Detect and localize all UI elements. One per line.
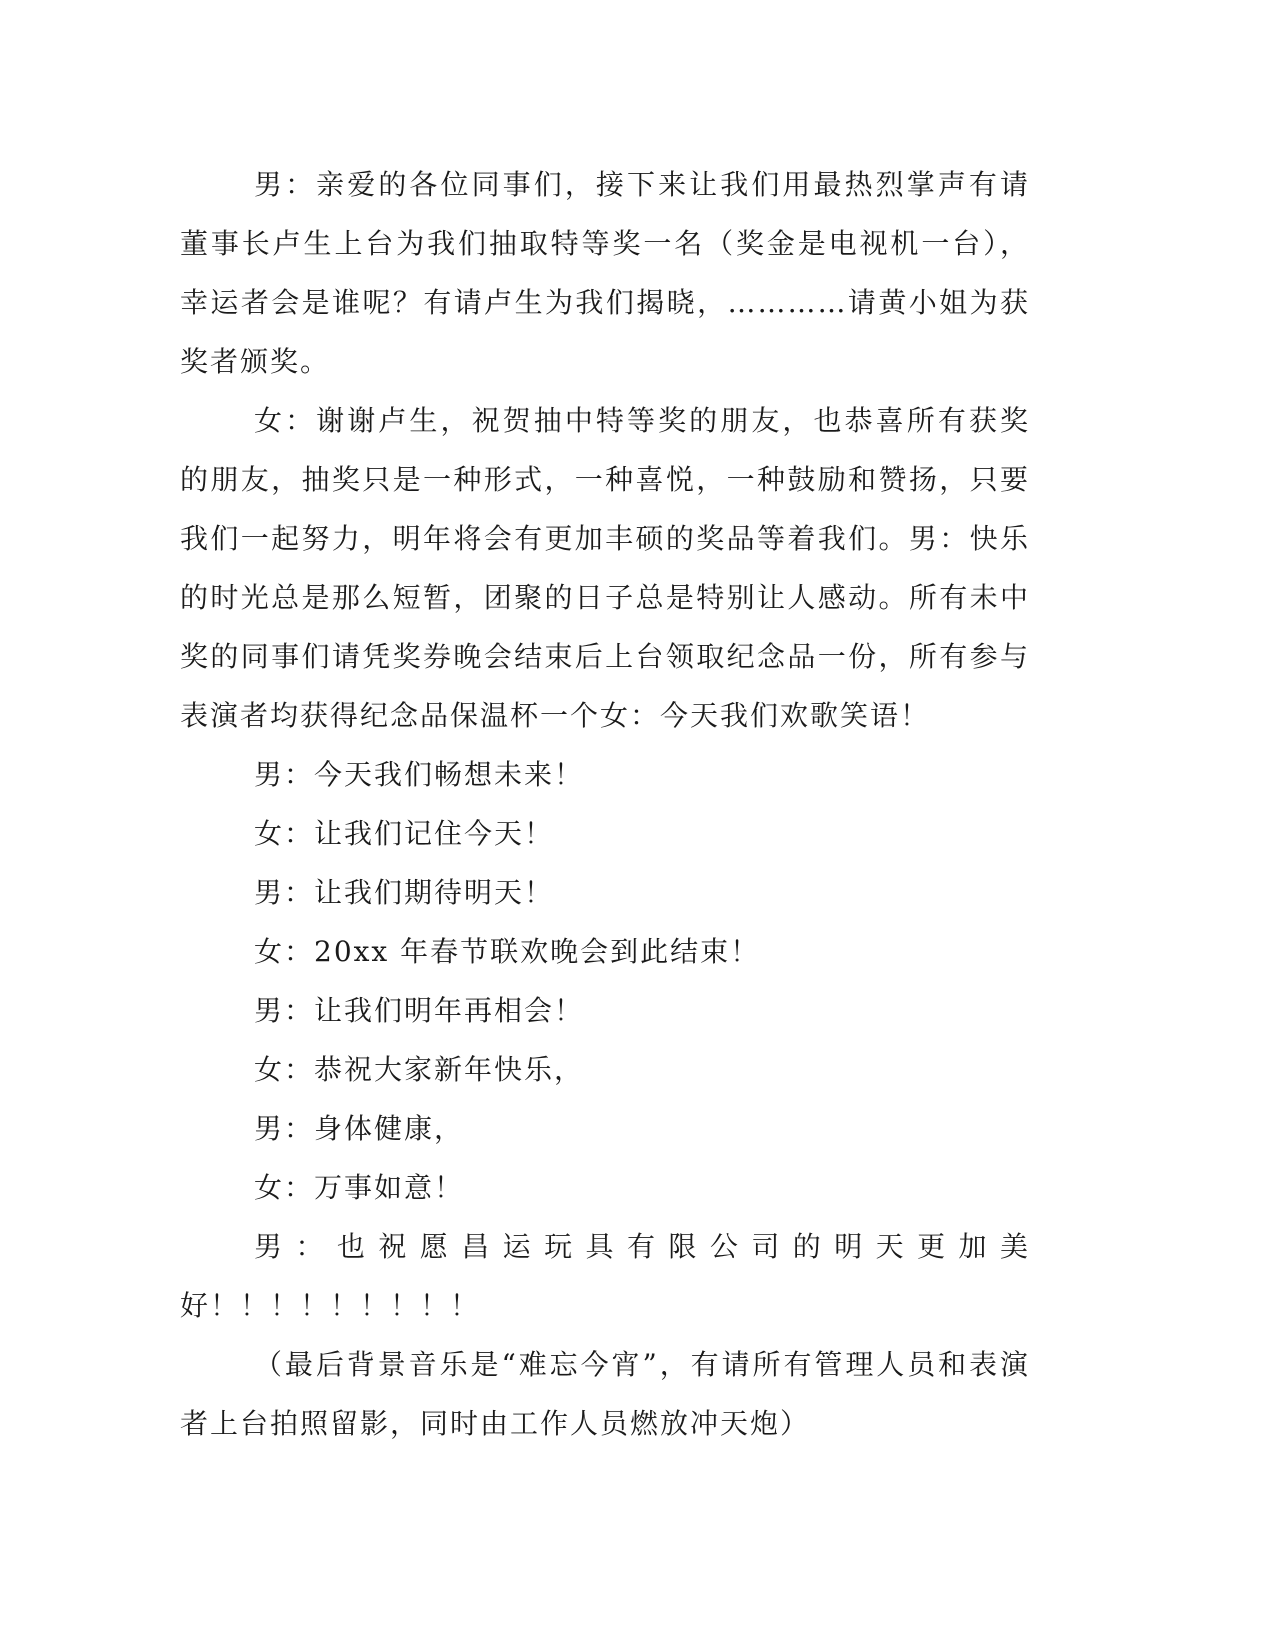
paragraph-dialogue-line: 女：万事如意！ — [254, 1171, 465, 1204]
paragraph-lottery-grand-prize: 男：亲爱的各位同事们，接下来让我们用最热烈掌声有请董事长卢生上台为我们抽取特等奖一名（奖金是电视机一台），幸运者会是谁呢？有请卢生为我们揭晓，…………请黄小姐为获奖者颁奖。 — [180, 168, 1030, 378]
paragraph-dialogue-line: 女：20xx 年春节联欢晚会到此结束！ — [254, 935, 761, 968]
paragraph-closing-wish: 男：也祝愿昌运玩具有限公司的明天更加美好！！！！！！！！！ — [180, 1230, 1030, 1322]
paragraph-dialogue-line: 男：让我们明年再相会！ — [254, 994, 585, 1027]
paragraph-dialogue-line: 男：今天我们畅想未来！ — [254, 758, 585, 791]
paragraph-dialogue-line: 女：让我们记住今天！ — [254, 817, 555, 850]
paragraph-congratulations: 女：谢谢卢生，祝贺抽中特等奖的朋友，也恭喜所有获奖的朋友，抽奖只是一种形式，一种喜悦，一种鼓励和赞扬，只要我们一起努力，明年将会有更加丰硕的奖品等着我们。男：快乐的时光总是那么短暂，团聚的日子总是特别让人感动。所有未中奖的同事们请凭奖券晚会结束后上台领取纪念品一份，所有参与表演者均获得纪念品保温杯一个女：今天我们欢歌笑语！ — [180, 404, 1030, 732]
paragraph-stage-direction: （最后背景音乐是“难忘今宵”，有请所有管理人员和表演者上台拍照留影，同时由工作人员燃放冲天炮） — [180, 1348, 1030, 1440]
paragraph-dialogue-line: 男：让我们期待明天！ — [254, 876, 555, 909]
paragraph-dialogue-line: 女：恭祝大家新年快乐， — [254, 1053, 585, 1086]
paragraph-dialogue-line: 男：身体健康， — [254, 1112, 465, 1145]
document-body — [180, 155, 1030, 1453]
